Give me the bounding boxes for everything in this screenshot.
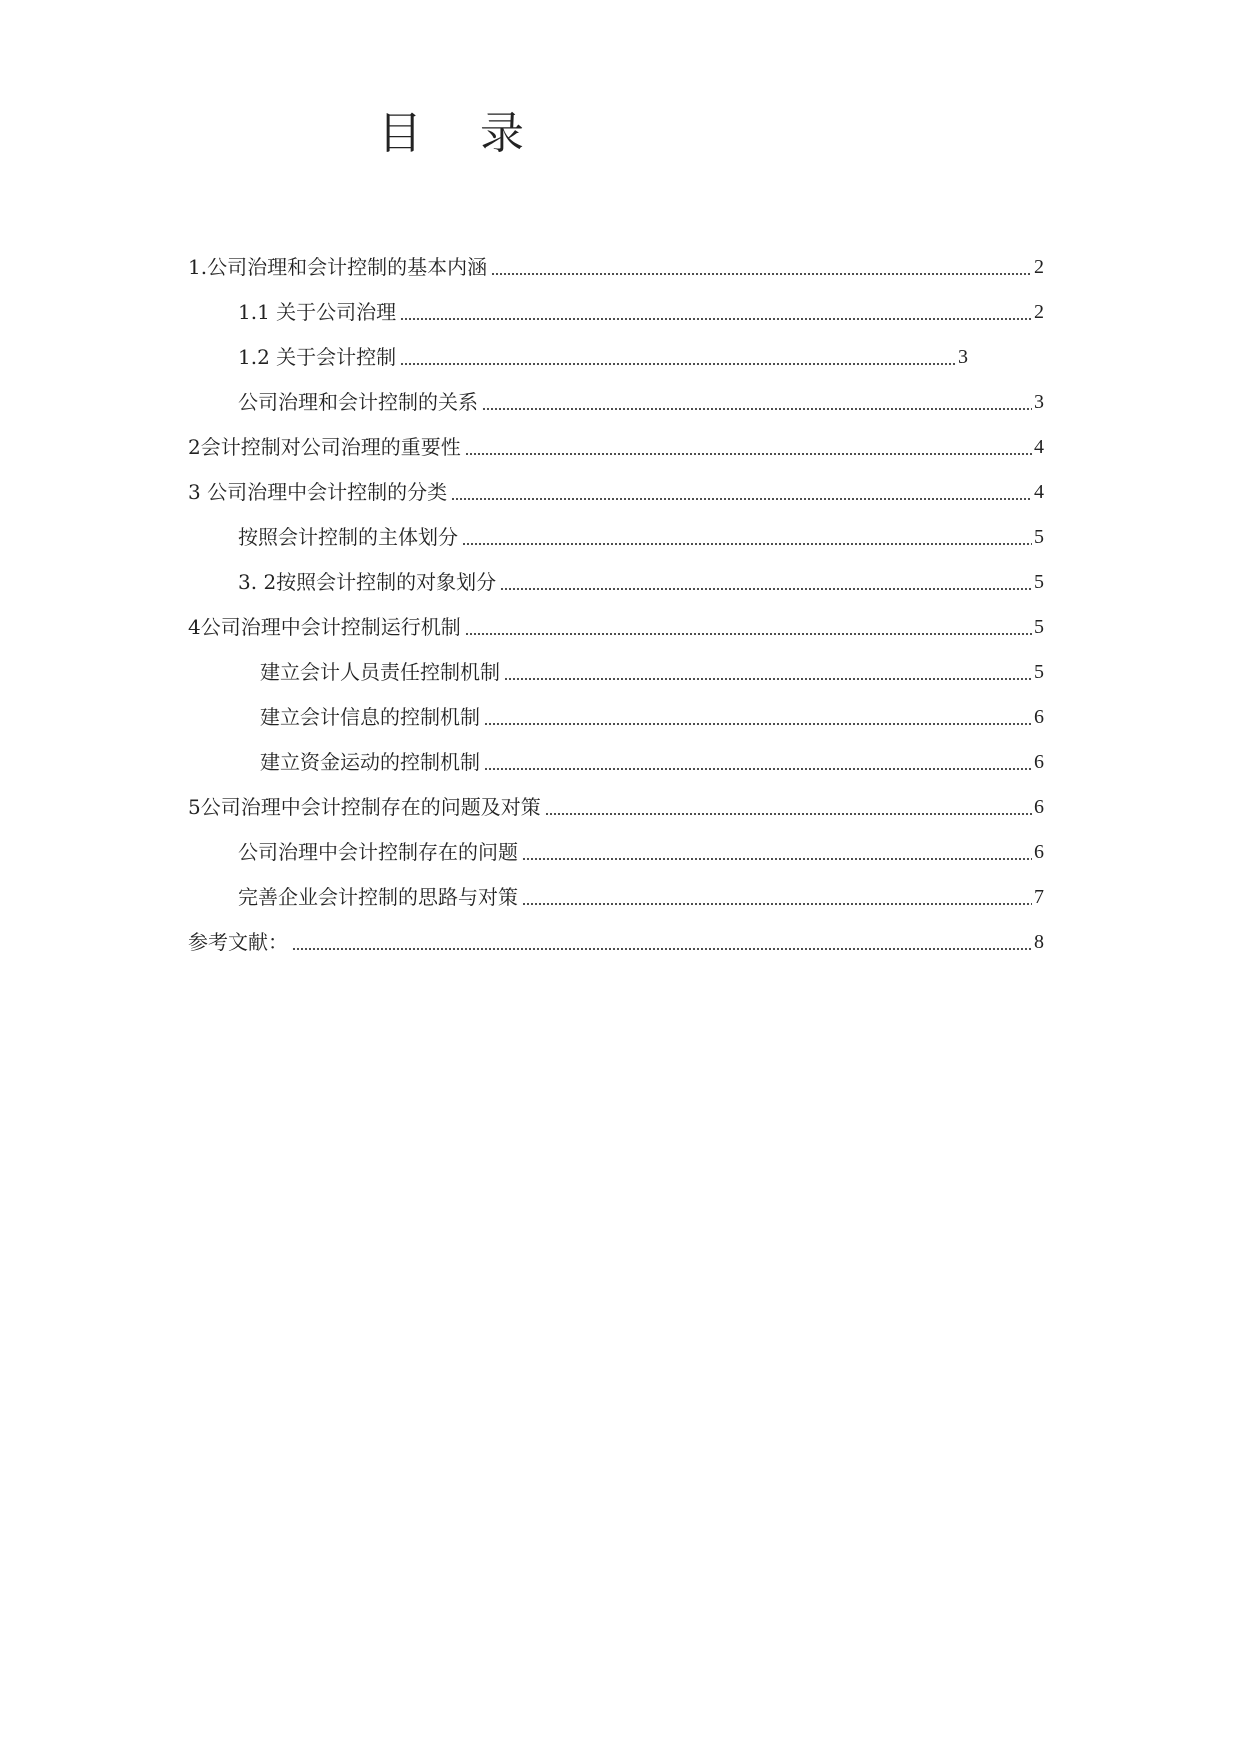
dot-leader bbox=[522, 886, 1032, 906]
toc-entry-label: 4公司治理中会计控制运行机制 bbox=[188, 615, 461, 639]
dot-leader bbox=[451, 481, 1032, 501]
toc-entry[interactable] bbox=[260, 700, 1044, 730]
dot-leader bbox=[462, 526, 1032, 546]
dot-leader bbox=[465, 616, 1032, 636]
toc-entry[interactable] bbox=[238, 520, 1044, 550]
toc-entry-label: 1.2 关于会计控制 bbox=[238, 345, 397, 369]
toc-entry-page: 3 bbox=[1034, 391, 1044, 413]
toc-entry[interactable] bbox=[188, 610, 1044, 640]
toc-entry[interactable] bbox=[238, 565, 1044, 595]
dot-leader bbox=[504, 661, 1032, 681]
dot-leader bbox=[292, 931, 1032, 951]
toc-entry-page: 6 bbox=[1034, 751, 1044, 773]
toc-entry-page: 4 bbox=[1034, 436, 1044, 458]
toc-entry-label: 2会计控制对公司治理的重要性 bbox=[188, 435, 461, 459]
toc-entry-page: 5 bbox=[1034, 526, 1044, 548]
toc-entry[interactable] bbox=[188, 475, 1044, 505]
dot-leader bbox=[484, 751, 1032, 771]
toc-entry-label: 公司治理和会计控制的关系 bbox=[238, 390, 478, 414]
toc-entry-label: 建立会计人员责任控制机制 bbox=[260, 660, 500, 684]
toc-entry-label: 5公司治理中会计控制存在的问题及对策 bbox=[188, 795, 541, 819]
toc-entry-label: 公司治理中会计控制存在的问题 bbox=[238, 840, 518, 864]
toc-entry-page: 4 bbox=[1034, 481, 1044, 503]
toc-entry-page: 6 bbox=[1034, 796, 1044, 818]
toc-entry-page: 6 bbox=[1034, 706, 1044, 728]
toc-entry-label: 1.1 关于公司治理 bbox=[238, 300, 397, 324]
toc-entry-label: 按照会计控制的主体划分 bbox=[238, 525, 458, 549]
dot-leader bbox=[522, 841, 1032, 861]
toc-entry-page: 3 bbox=[958, 346, 968, 368]
dot-leader bbox=[465, 436, 1032, 456]
toc-entry-label: 1.公司治理和会计控制的基本内涵 bbox=[188, 255, 488, 279]
toc-entry-page: 5 bbox=[1034, 616, 1044, 638]
dot-leader bbox=[400, 301, 1032, 321]
toc-entry-page: 2 bbox=[1034, 256, 1044, 278]
toc-entry-page: 2 bbox=[1034, 301, 1044, 323]
toc-entry-page: 5 bbox=[1034, 661, 1044, 683]
toc-entry-page: 5 bbox=[1034, 571, 1044, 593]
page-title: 目 录 bbox=[378, 108, 546, 159]
toc-entry[interactable] bbox=[188, 250, 1044, 280]
dot-leader bbox=[484, 706, 1032, 726]
toc-entry[interactable] bbox=[188, 790, 1044, 820]
toc-entry[interactable] bbox=[260, 655, 1044, 685]
toc-entry-label: 建立资金运动的控制机制 bbox=[260, 750, 480, 774]
toc-entry-label: 3 公司治理中会计控制的分类 bbox=[188, 480, 448, 504]
dot-leader bbox=[482, 391, 1032, 411]
dot-leader bbox=[400, 346, 956, 366]
toc-entry[interactable] bbox=[238, 880, 1044, 910]
toc-entry[interactable] bbox=[238, 835, 1044, 865]
toc-entry[interactable] bbox=[238, 385, 1044, 415]
toc-entry[interactable] bbox=[188, 925, 1044, 955]
toc-entry-label: 参考文献： bbox=[188, 930, 288, 954]
dot-leader bbox=[500, 571, 1032, 591]
toc-entry-label: 完善企业会计控制的思路与对策 bbox=[238, 885, 518, 909]
toc-entry-page: 8 bbox=[1034, 931, 1044, 953]
toc-entry[interactable] bbox=[188, 430, 1044, 460]
toc-entry[interactable] bbox=[238, 295, 1044, 325]
dot-leader bbox=[545, 796, 1032, 816]
toc-entry[interactable] bbox=[238, 340, 968, 370]
toc-entry-page: 6 bbox=[1034, 841, 1044, 863]
toc-entry-label: 3. 2按照会计控制的对象划分 bbox=[238, 570, 497, 594]
toc-entry-label: 建立会计信息的控制机制 bbox=[260, 705, 480, 729]
toc-entry[interactable] bbox=[260, 745, 1044, 775]
toc-entry-page: 7 bbox=[1034, 886, 1044, 908]
dot-leader bbox=[491, 256, 1032, 276]
